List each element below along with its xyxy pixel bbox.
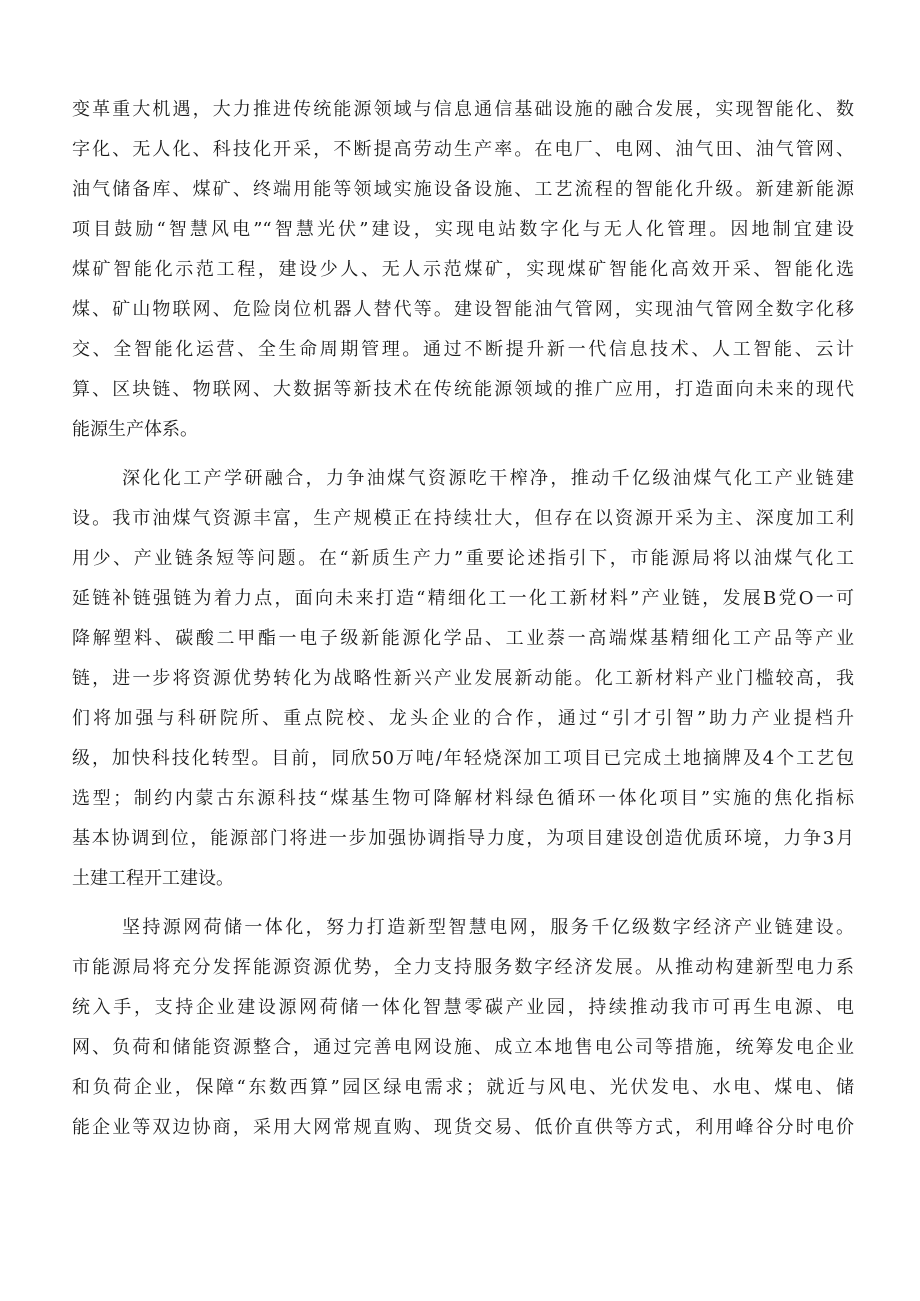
text-line: 交、全智能化运营、全生命周期管理。通过不断提升新一代信息技术、人工智能、云计: [72, 339, 854, 360]
text-line: 能企业等双边协商，采用大网常规直购、现货交易、低价直供等方式，利用峰谷分时电价: [72, 1117, 854, 1138]
text-line: 煤矿智能化示范工程，建设少人、无人示范煤矿，实现煤矿智能化高效开采、智能化选: [72, 259, 854, 280]
text-line: 坚持源网荷储一体化，努力打造新型智慧电网，服务千亿级数字经济产业链建设。: [122, 917, 854, 938]
text-line: 统入手，支持企业建设源网荷储一体化智慧零碳产业园，持续推动我市可再生电源、电: [72, 997, 854, 1018]
text-line: 降解塑料、碳酸二甲酯一电子级新能源化学品、工业萘一高端煤基精细化工产品等产业: [72, 628, 854, 649]
text-line: 链，进一步将资源优势转化为战略性新兴产业发展新动能。化工新材料产业门槛较高，我: [72, 668, 854, 689]
text-line: 能源生产体系。: [72, 419, 198, 440]
text-line: 选型；制约内蒙古东源科技“煤基生物可降解材料绿色循环一体化项目”实施的焦化指标: [72, 788, 854, 809]
text-line: 延链补链强链为着力点，面向未来打造“精细化工一化工新材料”产业链，发展B党O一可: [72, 588, 854, 609]
text-line: 和负荷企业，保障“东数西算”园区绿电需求；就近与风电、光伏发电、水电、煤电、储: [72, 1077, 854, 1098]
text-line: 用少、产业链条短等问题。在“新质生产力”重要论述指引下，市能源局将以油煤气化工: [72, 548, 854, 569]
text-line: 级，加快科技化转型。目前，同欣50万吨/年轻烧深加工项目已完成土地摘牌及4个工艺包: [72, 748, 854, 769]
text-line: 基本协调到位，能源部门将进一步加强协调指导力度，为项目建设创造优质环境，力争3月: [72, 828, 854, 849]
text-line: 土建工程开工建设。: [72, 868, 234, 889]
text-line: 市能源局将充分发挥能源资源优势，全力支持服务数字经济发展。从推动构建新型电力系: [72, 957, 854, 978]
text-line: 深化化工产学研融合，力争油煤气资源吃干榨净，推动千亿级油煤气化工产业链建: [122, 468, 854, 489]
text-line: 们将加强与科研院所、重点院校、龙头企业的合作，通过“引才引智”助力产业提档升: [72, 708, 854, 729]
text-line: 设。我市油煤气资源丰富，生产规模正在持续壮大，但存在以资源开采为主、深度加工利: [72, 508, 854, 529]
text-line: 算、区块链、物联网、大数据等新技术在传统能源领域的推广应用，打造面向未来的现代: [72, 379, 854, 400]
text-line: 煤、矿山物联网、危险岗位机器人替代等。建设智能油气管网，实现油气管网全数字化移: [72, 299, 854, 320]
text-line: 项目鼓励“智慧风电”“智慧光伏”建设，实现电站数字化与无人化管理。因地制宜建设: [72, 219, 854, 240]
text-line: 网、负荷和储能资源整合，通过完善电网设施、成立本地售电公司等措施，统筹发电企业: [72, 1037, 854, 1058]
text-line: 油气储备库、煤矿、终端用能等领域实施设备设施、工艺流程的智能化升级。新建新能源: [72, 179, 854, 200]
text-line: 变革重大机遇，大力推进传统能源领域与信息通信基础设施的融合发展，实现智能化、数: [72, 99, 854, 120]
text-line: 字化、无人化、科技化开采，不断提高劳动生产率。在电厂、电网、油气田、油气管网、: [72, 139, 854, 160]
